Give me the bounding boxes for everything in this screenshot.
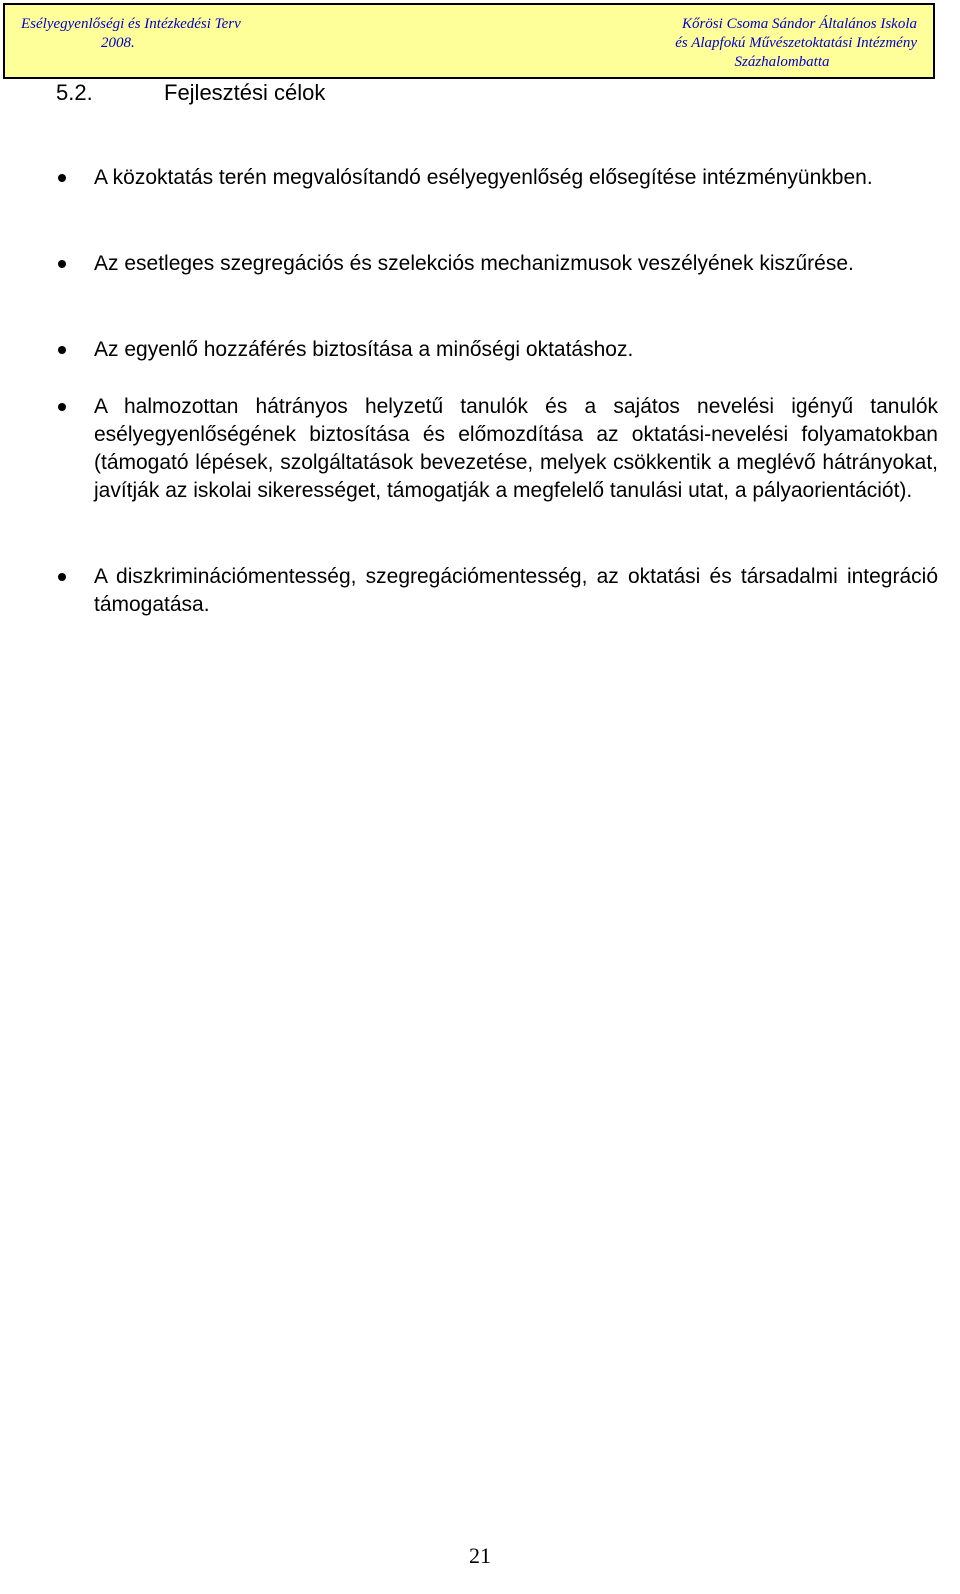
bullet-icon xyxy=(58,346,66,354)
page-number: 21 xyxy=(469,1543,491,1568)
bullet-icon xyxy=(58,403,66,411)
section-title-text: Fejlesztési célok xyxy=(164,80,326,105)
list-item-text: A közoktatás terén megvalósítandó esélyegyenlőség elősegítése intézményünkben. xyxy=(94,166,873,189)
page-header xyxy=(3,3,935,79)
header-city: Százhalombatta xyxy=(734,54,830,70)
list-item xyxy=(58,336,938,364)
list-item-text: Az egyenlő hozzáférés biztosítása a minőségi oktatáshoz. xyxy=(94,338,634,361)
section-number: 5.2. xyxy=(56,80,93,105)
bullet-icon xyxy=(58,174,66,182)
list-item-text: A halmozottan hátrányos helyzetű tanulók és a sajátos nevelési igényű tanulók esélyegyenlőségének biztosítása és előmozdítása az oktatási-nevelési folyamatokban (támogató lépések, szolgáltatások bevezetése, melyek csökkentik a meglévő hátrányokat, javítják az iskolai sikerességet, támogatják a megfelelő tanulási utat, a pályaorientációt). xyxy=(94,395,938,502)
section-heading xyxy=(56,79,325,107)
bullet-icon xyxy=(58,573,66,581)
list-item-text: Az esetleges szegregációs és szelekciós mechanizmusok veszélyének kiszűrése. xyxy=(94,252,854,275)
list-item xyxy=(58,164,938,192)
header-left-block xyxy=(21,15,321,53)
header-right-block xyxy=(577,15,917,72)
header-document-title: Esélyegyenlőségi és Intézkedési Terv xyxy=(21,16,241,32)
bullet-icon xyxy=(58,260,66,268)
list-item xyxy=(58,563,938,619)
header-school-name: Kőrösi Csoma Sándor Általános Iskola xyxy=(681,16,917,32)
header-institution-type: és Alapfokú Művészetoktatási Intézmény xyxy=(675,35,917,51)
list-item xyxy=(58,393,938,505)
list-item-text: A diszkriminációmentesség, szegregációmentesség, az oktatási és társadalmi integráció támogatása. xyxy=(94,565,938,616)
header-document-year: 2008. xyxy=(101,35,135,51)
list-item xyxy=(58,250,938,278)
